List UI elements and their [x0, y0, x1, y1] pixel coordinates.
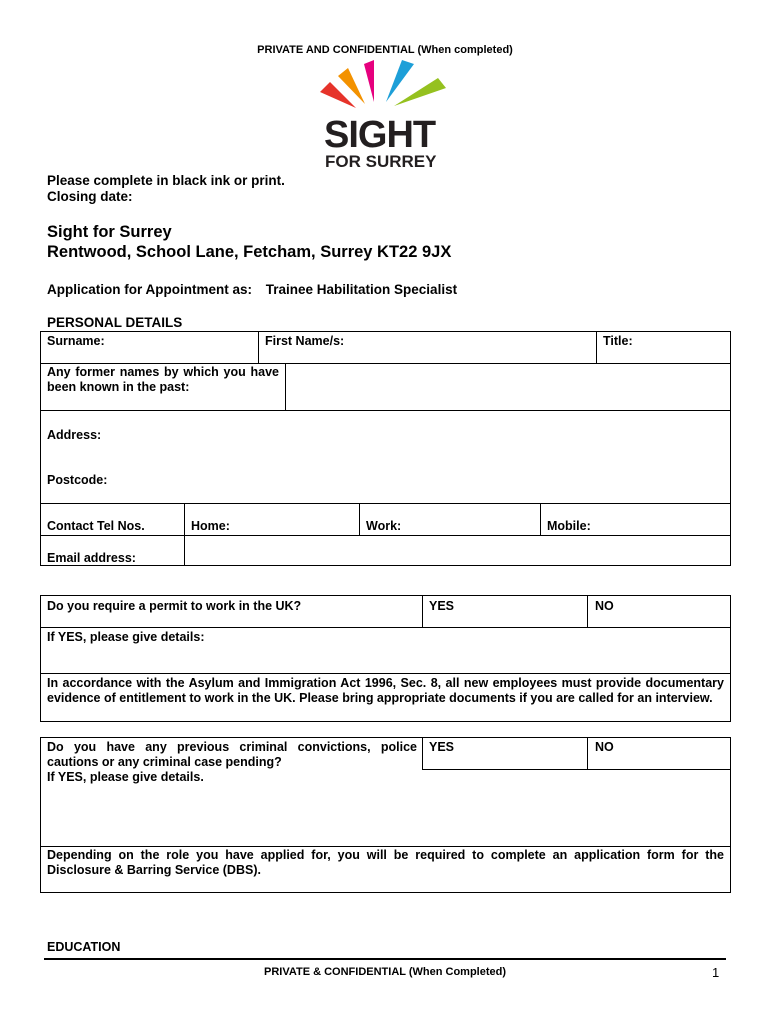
organisation-name: Sight for Surrey [47, 223, 172, 241]
footer-confidential: PRIVATE & CONFIDENTIAL (When Completed) [264, 966, 506, 978]
logo-ray-green [394, 78, 446, 106]
logo-text-for-surrey: FOR SURREY [325, 152, 437, 171]
closing-date-label: Closing date: [47, 189, 133, 204]
instructions [47, 173, 285, 205]
criminal-question: Do you have any previous criminal convictions, police cautions or any criminal case pending? [47, 740, 417, 769]
instructions-ink: Please complete in black ink or print. [47, 173, 285, 188]
permit-notice: In accordance with the Asylum and Immigration Act 1996, Sec. 8, all new employees must provide documentary evidence of entitlement to work in the UK. Please bring appropriate documents if you are called for an interview. [47, 676, 724, 705]
footer-divider [44, 958, 726, 960]
criminal-yes-option[interactable]: YES [429, 740, 455, 754]
appointment-value: Trainee Habilitation Specialist [265, 282, 458, 297]
sight-for-surrey-logo [320, 58, 460, 176]
first-names-field[interactable]: First Name/s: [265, 334, 345, 348]
email-field[interactable] [185, 536, 730, 565]
criminal-no-option[interactable]: NO [595, 740, 614, 754]
appointment-label: Application for Appointment as: [47, 282, 252, 297]
logo-rays-icon [320, 58, 460, 118]
contact-tel-label: Contact Tel Nos. [47, 519, 145, 533]
title-field[interactable]: Title: [603, 334, 633, 348]
permit-details-field[interactable]: If YES, please give details: [47, 630, 205, 644]
former-names-field[interactable] [286, 364, 730, 410]
header-confidential: PRIVATE AND CONFIDENTIAL (When completed) [257, 44, 513, 56]
postcode-field[interactable]: Postcode: [47, 473, 108, 487]
organisation-address: Rentwood, School Lane, Fetcham, Surrey KT22 9JX [47, 243, 452, 261]
work-phone-field[interactable]: Work: [366, 519, 402, 533]
permit-no-option[interactable]: NO [595, 599, 614, 613]
home-phone-field[interactable]: Home: [191, 519, 230, 533]
logo-ray-blue [386, 60, 414, 102]
dbs-notice: Depending on the role you have applied for, you will be required to complete an application form for the Disclosure & Barring Service (DBS). [47, 848, 724, 877]
education-title: EDUCATION [47, 940, 121, 954]
surname-field[interactable]: Surname: [47, 334, 105, 348]
mobile-phone-field[interactable]: Mobile: [547, 519, 591, 533]
organisation-block [47, 222, 451, 262]
permit-yes-option[interactable]: YES [429, 599, 455, 613]
personal-details-title: PERSONAL DETAILS [47, 315, 183, 330]
permit-question: Do you require a permit to work in the UK? [47, 599, 302, 613]
appointment-line [47, 282, 457, 297]
logo-text-sight: SIGHT [324, 114, 436, 156]
former-names-label: Any former names by which you have been known in the past: [47, 365, 279, 394]
logo-ray-pink [364, 60, 374, 102]
page-number: 1 [712, 965, 720, 980]
criminal-details-field[interactable]: If YES, please give details. [47, 770, 204, 784]
address-field[interactable]: Address: [47, 428, 102, 442]
email-label: Email address: [47, 551, 136, 565]
